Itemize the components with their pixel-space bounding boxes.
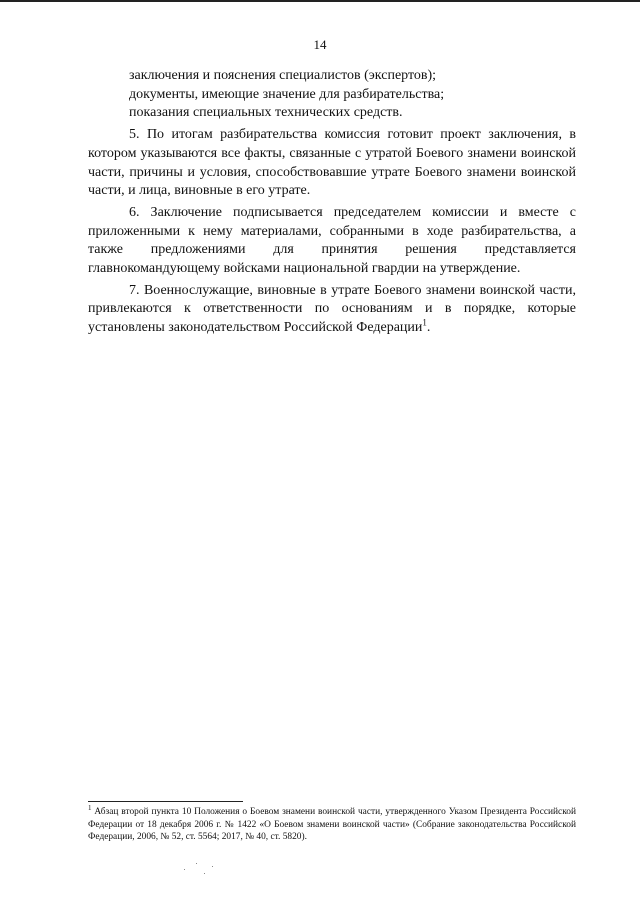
list-item: показания специальных технических средств. bbox=[129, 105, 403, 121]
scan-specks bbox=[182, 860, 222, 880]
paragraph-7-text: 7. Военнослужащие, виновные в утрате Боевого знамени воинской части, привлекаются к ответственности по основаниям и в порядке, которые установлены законодательством Российской Федерации bbox=[88, 282, 576, 336]
footnote-marker: 1 bbox=[88, 803, 92, 812]
document-body bbox=[88, 67, 576, 338]
list-item: документы, имеющие значение для разбирательства; bbox=[129, 86, 445, 102]
paragraph-5: 5. По итогам разбирательства комиссия готовит проект заключения, в котором указываются все факты, связанные с утратой Боевого знамени воинской части, причины и условия, способствовавшие утрате Боевого знамени воинской части, и лица, виновные в его утрате. bbox=[88, 127, 576, 199]
paragraph-6: 6. Заключение подписывается председателем комиссии и вместе с приложенными к нему материалами, собранными в ходе разбирательства, а также предложениями для принятия решения представляется главнокомандующему войсками национальной гвардии на утверждение. bbox=[88, 204, 576, 277]
paragraph-7 bbox=[88, 282, 576, 338]
footnote-reference: 1 bbox=[422, 317, 427, 328]
page-number: 14 bbox=[313, 37, 327, 52]
footnote bbox=[88, 803, 576, 844]
list-item: заключения и пояснения специалистов (экспертов); bbox=[129, 68, 437, 83]
top-border-line bbox=[0, 0, 640, 2]
footnote-separator bbox=[88, 801, 243, 802]
paragraph-7-period: . bbox=[426, 320, 431, 336]
footnote-text: Абзац второй пункта 10 Положения о Боевом знамени воинской части, утвержденного Указом Президента Российской Федерации от 18 декабря 2006 г. № 1422 «О Боевом знамени воинской части» (Собрание законодательства Российской Федерации, 2006, № 52, ст. 5564; 2017, № 40, ст. 5820). bbox=[88, 807, 576, 843]
